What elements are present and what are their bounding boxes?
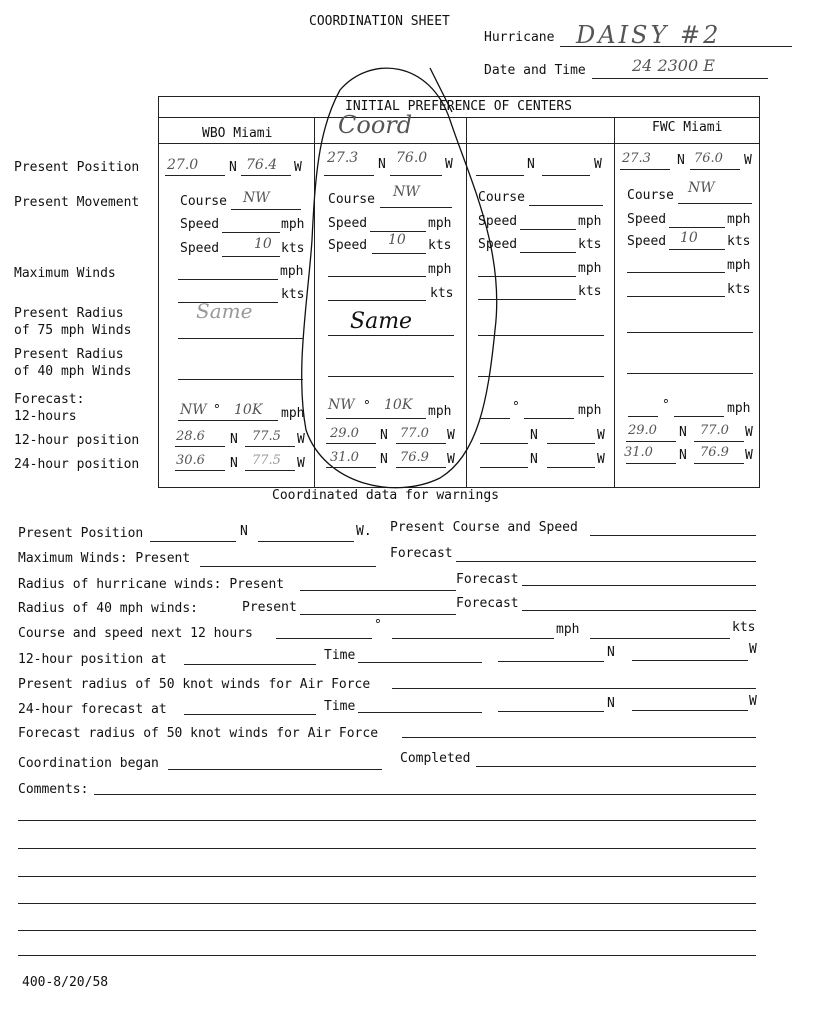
w-completed-label: Completed (400, 751, 471, 766)
row-24-hour-position: 24-hour position (14, 457, 140, 472)
c3-lat-line (476, 175, 524, 176)
c3-course-line (529, 205, 603, 206)
coord-lat12-line (326, 443, 376, 444)
w-present-lon-field[interactable] (258, 541, 354, 542)
fwc-lat-line (620, 169, 670, 170)
coord-kts: kts (428, 238, 452, 253)
w-max-winds-forecast-label: Forecast (390, 546, 453, 561)
fwc-maxwind-mph: mph (727, 258, 751, 273)
table-title: INITIAL PREFERENCE OF CENTERS (345, 99, 572, 114)
c3-w: W (594, 157, 602, 172)
c3-maxwind-kts: kts (578, 284, 602, 299)
w-radius50-present-label: Present radius of 50 knot winds for Air Force (18, 677, 371, 692)
wbo-lon24-w: W (297, 456, 305, 471)
fwc-radius75-line (627, 332, 753, 333)
w-radius50-forecast-field[interactable] (402, 737, 756, 738)
wbo-kts: kts (281, 241, 305, 256)
c3-fc-speed-line (524, 418, 574, 419)
coord-radius40-line (328, 376, 454, 377)
fwc-n: N (677, 153, 685, 168)
w-comments-line-3[interactable] (18, 848, 756, 849)
wbo-lat: 27.0 (167, 157, 199, 173)
fwc-lon24: 76.9 (700, 445, 729, 460)
w-comments-line-7[interactable] (18, 955, 756, 956)
coord-lon24: 76.9 (400, 450, 429, 465)
coord-lat12: 29.0 (330, 426, 359, 441)
w-course12-label: Course and speed next 12 hours (18, 626, 253, 641)
wbo-maxwind-kts: kts (281, 287, 305, 302)
w-comments-line-2[interactable] (18, 820, 756, 821)
w-comments-label: Comments: (18, 782, 89, 797)
c3-lon-line (542, 175, 590, 176)
date-time-label: Date and Time (484, 63, 586, 78)
c3-maxwind-mph: mph (578, 261, 602, 276)
c3-mph: mph (578, 214, 602, 229)
w-radius40-label: Radius of 40 mph winds: (18, 601, 199, 616)
w-radius50-forecast-label: Forecast radius of 50 knot winds for Air Force (18, 726, 379, 741)
c3-lon24-w: W (597, 452, 605, 467)
coord-course-label: Course (328, 192, 375, 207)
w-radius40-field[interactable] (300, 614, 456, 615)
w-max-winds-label: Maximum Winds: Present (18, 551, 191, 566)
row-radius40-line1: Present Radius (14, 347, 124, 362)
fwc-fc-course-line (628, 416, 658, 417)
fwc-lon24-w: W (745, 448, 753, 463)
wbo-lon24: 77.5 (252, 453, 281, 468)
w-radius40-forecast-field[interactable] (522, 610, 756, 611)
row-12-hour-position: 12-hour position (14, 433, 140, 448)
fwc-radius40-line (627, 373, 753, 374)
fwc-lat: 27.3 (622, 151, 651, 166)
w-radius-hurricane-field[interactable] (300, 590, 456, 591)
fwc-lat24-n: N (679, 448, 687, 463)
wbo-course: NW (243, 190, 270, 206)
c3-kts: kts (578, 237, 602, 252)
wbo-speed-label: Speed (180, 217, 220, 232)
w-pos12-lon-field[interactable] (632, 660, 748, 661)
w-pos12-label: 12-hour position at (18, 652, 167, 667)
fwc-lat12-line (626, 441, 676, 442)
w-present-w: W. (356, 524, 372, 539)
c3-lat12-n: N (530, 428, 538, 443)
fwc-lon-line (690, 169, 740, 170)
warnings-title: Coordinated data for warnings (272, 488, 499, 503)
wbo-forecast-line (178, 420, 278, 421)
wbo-lat-line (165, 175, 225, 176)
w-radius-hurricane-label: Radius of hurricane winds: Present (18, 577, 285, 592)
wbo-fc-mph: mph (281, 406, 305, 421)
wbo-course-label: Course (180, 194, 227, 209)
coord-fc-mph: mph (428, 404, 452, 419)
row-forecast-line2: 12-hours (14, 409, 77, 424)
coord-lon24-w: W (447, 452, 455, 467)
w-fc24-time: Time (324, 699, 356, 714)
w-course-speed-label: Present Course and Speed (390, 520, 578, 535)
fwc-speed-kts: 10 (680, 230, 698, 246)
w-fc24-time-field[interactable] (358, 712, 482, 713)
wbo-lat24: 30.6 (176, 453, 205, 468)
w-course12-kts: kts (732, 620, 756, 635)
wbo-lat24-n: N (230, 456, 238, 471)
coord-lon-line (390, 175, 442, 176)
coord-lon12-line (396, 443, 446, 444)
wbo-speed-kts: 10 (254, 236, 272, 252)
coord-radius-same: Same (350, 309, 413, 334)
col-header-fwc: FWC Miami (652, 120, 723, 135)
fwc-w: W (744, 153, 752, 168)
w-completed-field[interactable] (476, 766, 756, 767)
w-max-winds-forecast-field[interactable] (456, 561, 756, 562)
wbo-lon24-line (245, 470, 295, 471)
fwc-lon: 76.0 (694, 151, 723, 166)
w-comments-line-1[interactable] (94, 794, 756, 795)
fwc-lat24: 31.0 (624, 445, 653, 460)
wbo-radius75-line (178, 338, 303, 339)
coord-n: N (378, 157, 386, 172)
c3-lon12-line (547, 443, 595, 444)
w-pos12-w: W (749, 642, 757, 657)
c3-lat12-line (480, 443, 528, 444)
coord-lon12: 77.0 (400, 426, 429, 441)
w-fc24-at-field[interactable] (184, 714, 316, 715)
c3-speed-kts-line (520, 252, 576, 253)
wbo-fc-speed: 10K (234, 402, 263, 418)
w-comments-line-4[interactable] (18, 876, 756, 877)
c3-lon24-line (547, 467, 595, 468)
coord-lon12-w: W (447, 428, 455, 443)
w-pos12-time-field[interactable] (358, 662, 482, 663)
coord-lat-line (324, 175, 374, 176)
coord-mph: mph (428, 216, 452, 231)
c3-radius40-line (478, 376, 604, 377)
wbo-course-line (231, 209, 301, 210)
fwc-lon12-w: W (745, 425, 753, 440)
coord-speed-label: Speed (328, 216, 368, 231)
w-pos12-time: Time (324, 648, 356, 663)
w-fc24-w: W (749, 694, 757, 709)
fwc-fc-mph: mph (727, 401, 751, 416)
w-course-speed-field[interactable] (590, 535, 756, 536)
c3-lat24-line (480, 467, 528, 468)
w-course12-deg: ° (374, 618, 382, 633)
c3-lon12-w: W (597, 428, 605, 443)
coord-fc-course: NW (328, 397, 355, 413)
w-radius50-present-field[interactable] (392, 688, 756, 689)
fwc-fc-speed-line (674, 416, 724, 417)
c3-speed-mph-line (520, 229, 576, 230)
col-header-coord-handwritten: Coord (338, 111, 413, 139)
w-present-position-label: Present Position (18, 526, 144, 541)
wbo-speed2-label: Speed (180, 241, 220, 256)
hurricane-label: Hurricane (484, 30, 555, 45)
c3-speed-label: Speed (478, 214, 518, 229)
wbo-speed-kts-line (222, 256, 280, 257)
coord-speed-kts: 10 (388, 232, 406, 248)
c3-maxwind-mph-line (478, 276, 576, 277)
coord-maxwind-mph: mph (428, 262, 452, 277)
c3-radius75-line (478, 335, 604, 336)
coord-fc-deg: ° (363, 399, 371, 414)
wbo-lon-line (241, 175, 291, 176)
coord-lon24-line (396, 467, 446, 468)
coord-lat24-line (326, 467, 376, 468)
coord-fc-speed: 10K (384, 397, 413, 413)
fwc-maxwind-mph-line (627, 272, 725, 273)
row-radius75-line1: Present Radius (14, 306, 124, 321)
w-speed12-field[interactable] (392, 638, 554, 639)
coord-lat12-n: N (380, 428, 388, 443)
row-present-movement: Present Movement (14, 195, 140, 210)
w-fc24-lon-field[interactable] (632, 710, 748, 711)
coord-speed2-label: Speed (328, 238, 368, 253)
fwc-speed-label: Speed (627, 212, 667, 227)
fwc-lat12: 29.0 (628, 423, 657, 438)
w-pos12-lat-field[interactable] (498, 661, 604, 662)
coord-maxwind-kts-line (328, 300, 426, 301)
coord-lat24-n: N (380, 452, 388, 467)
c3-speed2-label: Speed (478, 237, 518, 252)
wbo-n: N (229, 160, 237, 175)
row-forecast-line1: Forecast: (14, 392, 85, 407)
sheet-title: COORDINATION SHEET (309, 14, 450, 29)
fwc-maxwind-kts: kts (727, 282, 751, 297)
coord-course: NW (393, 184, 420, 200)
fwc-lon24-line (694, 463, 744, 464)
fwc-speed-mph-line (669, 227, 725, 228)
wbo-speed-mph-line (222, 232, 280, 233)
fwc-maxwind-kts-line (627, 296, 725, 297)
w-fc24-lat-field[interactable] (498, 711, 604, 712)
w-radius40-forecast-label: Forecast (456, 596, 519, 611)
fwc-lat24-line (626, 463, 676, 464)
fwc-lon12: 77.0 (700, 423, 729, 438)
coord-speed-kts-line (372, 253, 426, 254)
w-pos12-at-field[interactable] (184, 664, 316, 665)
fwc-mph: mph (727, 212, 751, 227)
col-header-wbo: WBO Miami (202, 126, 273, 141)
w-present-lat-field[interactable] (150, 541, 236, 542)
coord-w: W (445, 157, 453, 172)
c3-maxwind-kts-line (478, 299, 576, 300)
w-speed12-kts-field[interactable] (590, 638, 730, 639)
coord-lat24: 31.0 (330, 450, 359, 465)
row-radius40-line2: of 40 mph Winds (14, 364, 132, 379)
row-radius75-line2: of 75 mph Winds (14, 323, 132, 338)
coord-lat: 27.3 (327, 150, 359, 166)
c3-fc-course-line (480, 418, 510, 419)
fwc-lat12-n: N (679, 425, 687, 440)
c3-course-label: Course (478, 190, 525, 205)
fwc-speed-kts-line (669, 249, 725, 250)
w-fc24-n: N (607, 696, 615, 711)
wbo-lon12-line (245, 446, 295, 447)
w-radius40-present: Present (242, 600, 297, 615)
wbo-fc-deg: ° (213, 403, 221, 418)
w-fc24-label: 24-hour forecast at (18, 702, 167, 717)
wbo-lat12-line (175, 446, 225, 447)
c3-n: N (527, 157, 535, 172)
fwc-lon12-line (694, 441, 744, 442)
row-maximum-winds: Maximum Winds (14, 266, 116, 281)
w-course12-mph: mph (556, 622, 580, 637)
hurricane-name-handwritten: DAISY #2 (576, 21, 722, 49)
c3-lat24-n: N (530, 452, 538, 467)
wbo-lon12-w: W (297, 432, 305, 447)
w-coord-began-field[interactable] (168, 769, 382, 770)
c3-fc-deg: ° (512, 400, 520, 415)
fwc-fc-deg: ° (662, 398, 670, 413)
coord-maxwind-kts: kts (430, 286, 454, 301)
wbo-radius40-line (178, 379, 303, 380)
date-time-handwritten: 24 2300 E (632, 56, 715, 75)
w-comments-line-5[interactable] (18, 903, 756, 904)
fwc-course-line (678, 203, 752, 204)
w-coord-began-label: Coordination began (18, 756, 159, 771)
coord-maxwind-mph-line (328, 276, 426, 277)
coord-forecast-line (326, 418, 426, 419)
wbo-lat12: 28.6 (176, 429, 205, 444)
row-present-position: Present Position (14, 160, 140, 175)
w-pos12-n: N (607, 645, 615, 660)
wbo-w: W (294, 160, 302, 175)
coord-course-line (380, 207, 452, 208)
wbo-fc-course: NW (180, 402, 207, 418)
coord-radius75-line (328, 335, 454, 336)
wbo-radius-same: Same (196, 299, 253, 323)
fwc-speed2-label: Speed (627, 234, 667, 249)
w-radius-hurricane-forecast-label: Forecast (456, 572, 519, 587)
w-present-n: N (240, 524, 248, 539)
wbo-lat12-n: N (230, 432, 238, 447)
c3-fc-mph: mph (578, 403, 602, 418)
wbo-lon: 76.4 (246, 157, 278, 173)
fwc-kts: kts (727, 234, 751, 249)
wbo-maxwind-mph: mph (280, 264, 304, 279)
w-course12-field[interactable] (276, 638, 372, 639)
w-radius-hurricane-forecast-field[interactable] (522, 585, 756, 586)
coord-lon: 76.0 (396, 150, 428, 166)
w-comments-line-6[interactable] (18, 930, 756, 931)
wbo-mph: mph (281, 217, 305, 232)
wbo-lon12: 77.5 (252, 429, 281, 444)
wbo-maxwind-mph-line (178, 279, 278, 280)
form-number: 400-8/20/58 (22, 975, 109, 990)
fwc-course: NW (688, 180, 715, 196)
w-max-winds-field[interactable] (200, 566, 376, 567)
wbo-lat24-line (175, 470, 225, 471)
fwc-course-label: Course (627, 188, 674, 203)
